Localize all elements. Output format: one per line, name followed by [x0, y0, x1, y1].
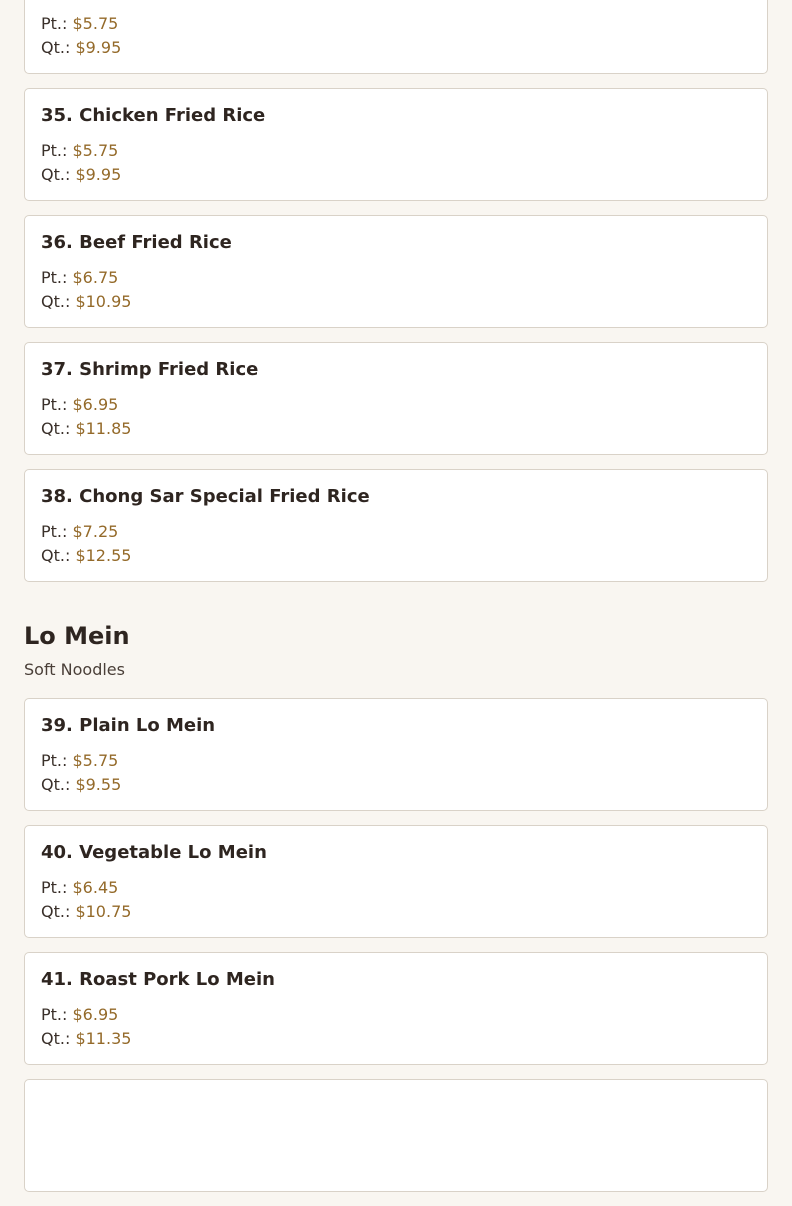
menu-item-card[interactable] [24, 342, 768, 455]
quart-price: $10.75 [75, 902, 132, 921]
menu-item-card[interactable] [24, 88, 768, 201]
quart-price: $11.85 [75, 419, 132, 438]
menu-item-name: 38. Chong Sar Special Fried Rice [41, 486, 370, 507]
pint-label: Pt.: [41, 141, 68, 160]
pint-label: Pt.: [41, 522, 68, 541]
menu-item-name: 39. Plain Lo Mein [41, 715, 216, 736]
menu-section-fried-rice [0, 0, 792, 582]
section-header [24, 596, 768, 682]
pint-price: $5.75 [72, 141, 119, 160]
quart-price-line [41, 290, 751, 314]
pint-label: Pt.: [41, 751, 68, 770]
quart-label: Qt.: [41, 902, 71, 921]
quart-label: Qt.: [41, 1029, 71, 1048]
pint-price-line [41, 876, 751, 900]
quart-price-line [41, 1027, 751, 1051]
pint-price: $5.75 [72, 14, 119, 33]
pint-price: $6.95 [72, 395, 119, 414]
menu-item-card[interactable] [24, 215, 768, 328]
pint-label: Pt.: [41, 14, 68, 33]
quart-price-line [41, 163, 751, 187]
pint-price-line [41, 139, 751, 163]
menu-item-card[interactable] [24, 825, 768, 938]
quart-price-line [41, 417, 751, 441]
quart-price: $10.95 [75, 292, 132, 311]
quart-price-line [41, 36, 751, 60]
quart-price-line [41, 900, 751, 924]
pint-price-line [41, 266, 751, 290]
pint-price-line [41, 1003, 751, 1027]
quart-label: Qt.: [41, 292, 71, 311]
pint-price: $6.45 [72, 878, 119, 897]
menu-item-name: 41. Roast Pork Lo Mein [41, 969, 275, 990]
quart-label: Qt.: [41, 419, 71, 438]
pint-price-line [41, 12, 751, 36]
menu-section-lo-mein [0, 596, 792, 1192]
pint-price: $7.25 [72, 522, 119, 541]
pint-label: Pt.: [41, 878, 68, 897]
menu-item-name: 35. Chicken Fried Rice [41, 105, 266, 126]
quart-label: Qt.: [41, 546, 71, 565]
pint-label: Pt.: [41, 268, 68, 287]
pint-label: Pt.: [41, 395, 68, 414]
pint-price-line [41, 393, 751, 417]
section-subtitle: Soft Noodles [24, 660, 125, 679]
quart-label: Qt.: [41, 775, 71, 794]
quart-price-line [41, 544, 751, 568]
pint-price-line [41, 520, 751, 544]
menu-item-name [41, 0, 751, 1]
menu-item-card[interactable] [24, 698, 768, 811]
quart-price: $9.55 [75, 775, 122, 794]
pint-label: Pt.: [41, 1005, 68, 1024]
pint-price: $6.75 [72, 268, 119, 287]
quart-label: Qt.: [41, 165, 71, 184]
pint-price: $6.95 [72, 1005, 119, 1024]
menu-item-card[interactable] [24, 1079, 768, 1192]
quart-price: $9.95 [75, 38, 122, 57]
menu-item-card[interactable] [24, 0, 768, 74]
menu-item-name: 40. Vegetable Lo Mein [41, 842, 267, 863]
quart-price: $9.95 [75, 165, 122, 184]
quart-price: $12.55 [75, 546, 132, 565]
quart-price-line [41, 773, 751, 797]
quart-label: Qt.: [41, 38, 71, 57]
menu-item-card[interactable] [24, 952, 768, 1065]
section-title: Lo Mein [24, 622, 130, 650]
pint-price: $5.75 [72, 751, 119, 770]
quart-price: $11.35 [75, 1029, 132, 1048]
menu-item-name: 37. Shrimp Fried Rice [41, 359, 259, 380]
pint-price-line [41, 749, 751, 773]
menu-item-name: 36. Beef Fried Rice [41, 232, 232, 253]
menu-item-card[interactable] [24, 469, 768, 582]
